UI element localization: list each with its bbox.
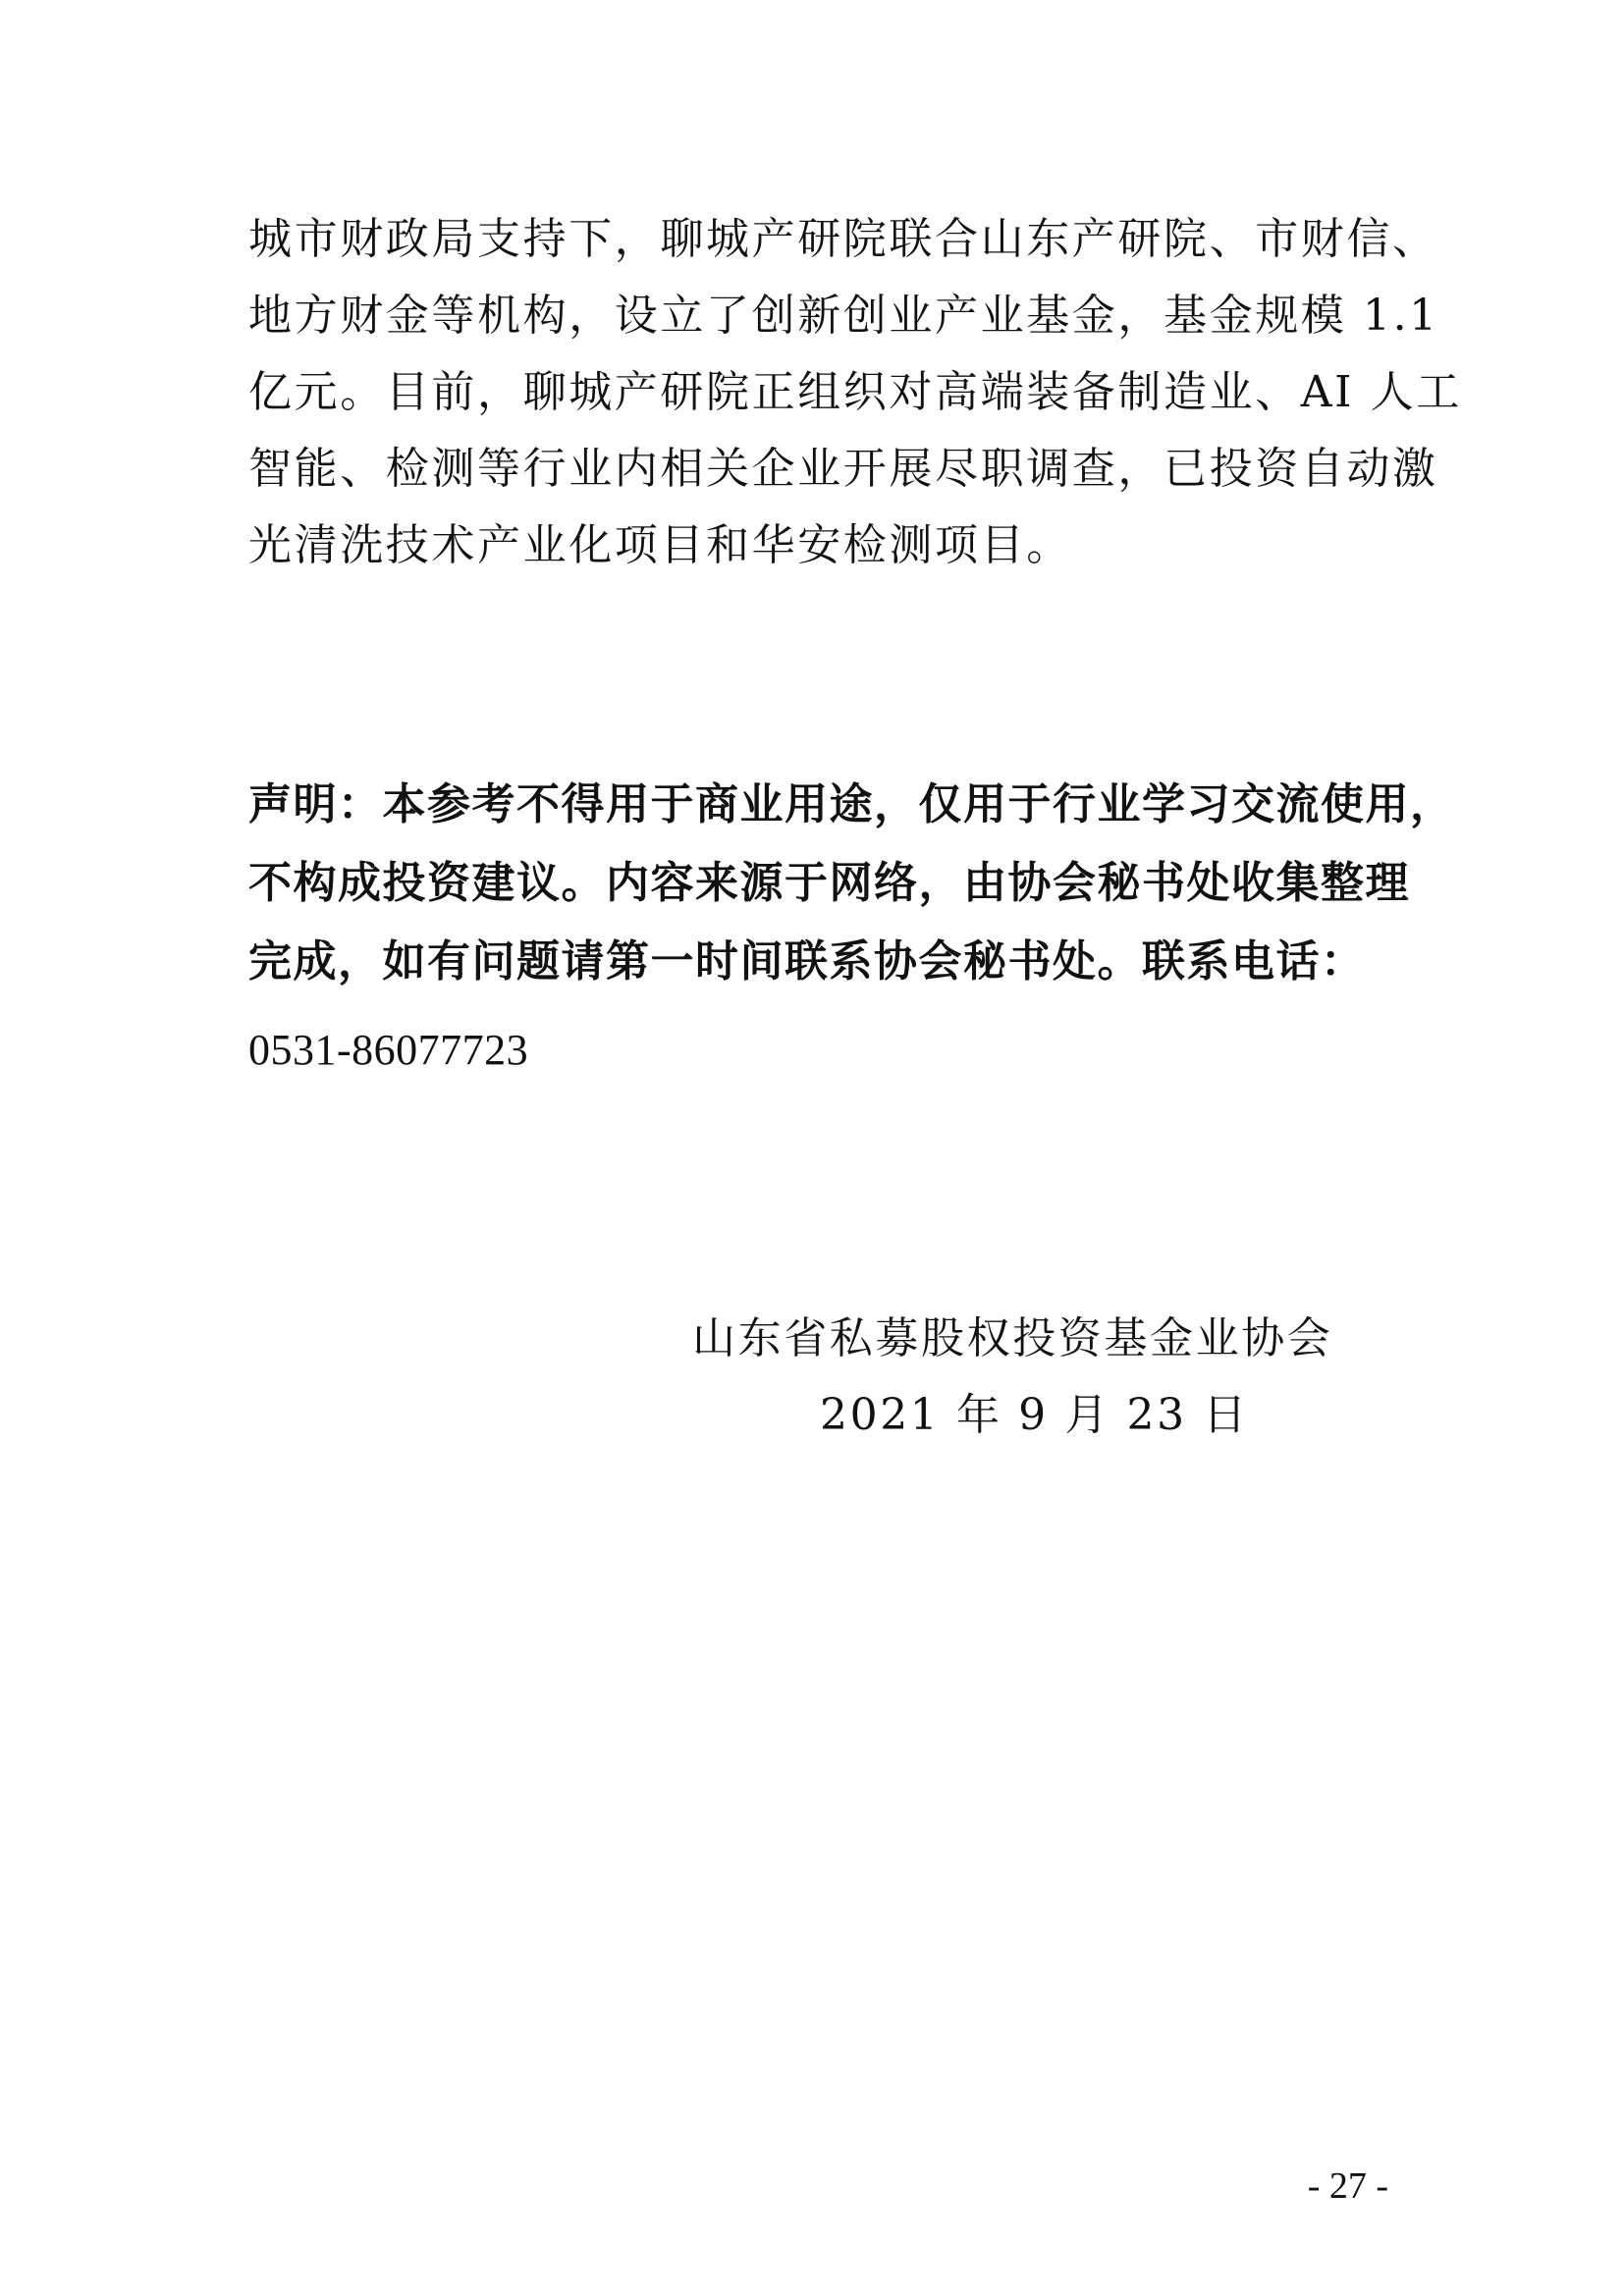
contact-phone: 0531-86077723 [248,1026,529,1074]
paragraph-line: 地方财金等机构，设立了创新创业产业基金，基金规模 1.1 [248,291,1439,341]
signature-organization: 山东省私募股权投资基金业协会 [692,1313,1333,1363]
page-number: - 27 - [1307,2165,1388,2207]
signature-date: 2021 年 9 月 23 日 [820,1390,1249,1440]
notice-line: 不构成投资建议。内容来源于网络，由协会秘书处收集整理 [248,858,1410,908]
paragraph-line: 城市财政局支持下，聊城产研院联合山东产研院、市财信、 [248,214,1438,264]
paragraph-line: 亿元。目前，聊城产研院正组织对高端装备制造业、AI 人工 [248,367,1462,417]
paragraph-line: 光清洗技术产业化项目和华安检测项目。 [248,520,1072,570]
paragraph-line: 智能、检测等行业内相关企业开展尽职调查，已投资自动激 [248,444,1438,494]
notice-line: 完成，如有问题请第一时间联系协会秘书处。联系电话： [248,936,1366,987]
notice-line: 声明：本参考不得用于商业用途，仅用于行业学习交流使用， [248,779,1455,829]
